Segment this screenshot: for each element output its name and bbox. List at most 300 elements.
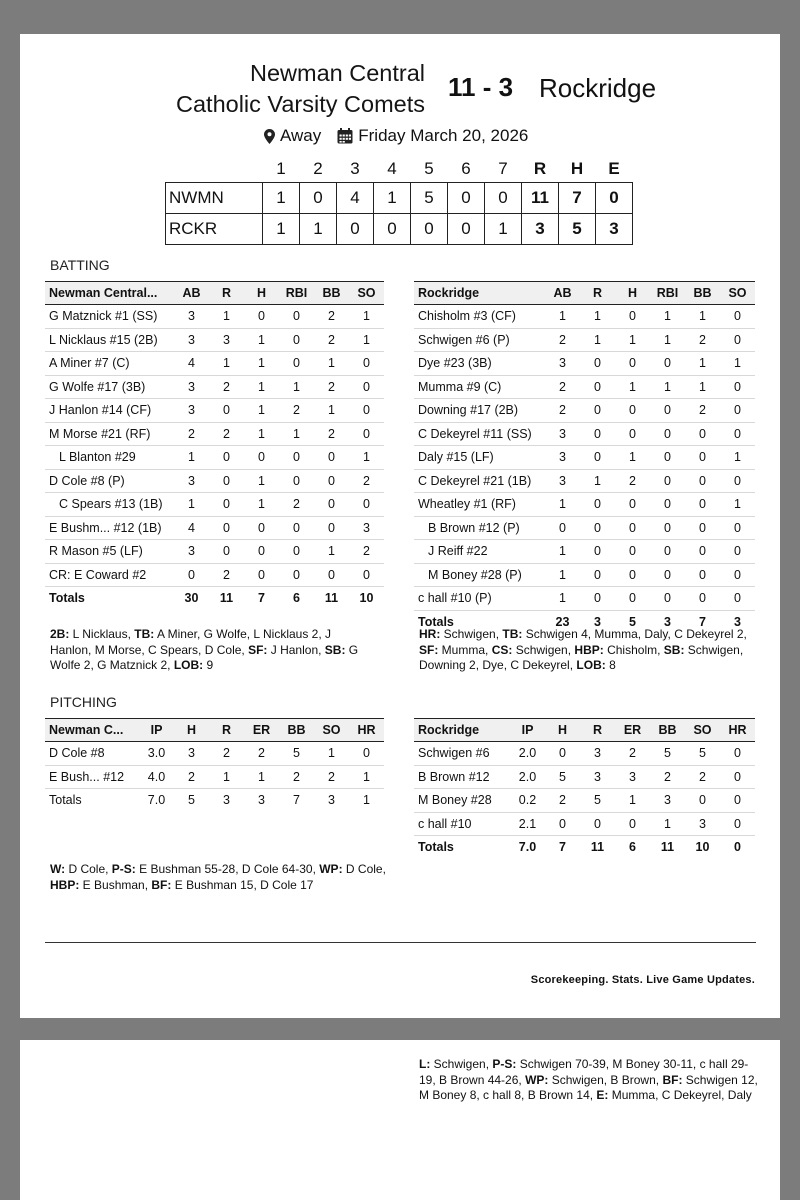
- stat-cell: 0: [349, 422, 384, 446]
- stat-cell: 0: [615, 540, 650, 564]
- player-name: G Wolfe #17 (3B): [45, 375, 174, 399]
- stat-cell: 0: [580, 375, 615, 399]
- stat-cell: 0: [685, 469, 720, 493]
- stat-cell: 0: [650, 469, 685, 493]
- batting-column-header: H: [244, 282, 279, 305]
- inning-runs: 0: [485, 183, 522, 214]
- batting-row: [414, 563, 755, 587]
- note-text: E Bushman 55-28, D Cole 64-30,: [135, 862, 320, 876]
- stat-cell: 1: [244, 493, 279, 517]
- stat-cell: 2: [244, 742, 279, 766]
- stat-cell: 3: [615, 765, 650, 789]
- note-text: Schwigen, B Brown,: [548, 1072, 663, 1087]
- batting-column-header: AB: [174, 282, 209, 305]
- stat-cell: 0: [580, 516, 615, 540]
- map-pin-icon: [264, 129, 275, 144]
- note-label: SF:: [419, 642, 439, 657]
- linescore-total: 5: [559, 214, 596, 245]
- stat-cell: 0: [209, 446, 244, 470]
- location-label: Away: [280, 126, 322, 145]
- stat-cell: 0: [650, 399, 685, 423]
- player-name: Daly #15 (LF): [414, 446, 545, 470]
- batting-row: [414, 587, 755, 611]
- stat-cell: 0: [209, 540, 244, 564]
- stat-cell: 2.0: [510, 765, 545, 789]
- stat-cell: 1: [314, 352, 349, 376]
- batting-row: [414, 516, 755, 540]
- batting-row: [414, 493, 755, 517]
- footer-divider: [45, 942, 756, 943]
- player-name: G Matznick #1 (SS): [45, 305, 174, 329]
- batting-row: [45, 493, 384, 517]
- stat-cell: 1: [244, 399, 279, 423]
- note-text: A Miner, G Wolfe, L Nicklaus 2, J Hanlon, M Morse, C Spears, D Cole,: [50, 627, 332, 657]
- home-team-name: [120, 58, 425, 120]
- stat-cell: 0: [580, 493, 615, 517]
- note-label: HBP:: [574, 642, 604, 657]
- stat-cell: 3: [209, 328, 244, 352]
- stat-cell: 0: [650, 446, 685, 470]
- stat-cell: 0: [349, 375, 384, 399]
- note-label: SB:: [663, 642, 685, 657]
- batting-column-header: AB: [545, 282, 580, 305]
- note-text: Mumma, C Dekeyrel, Daly: [608, 1088, 752, 1102]
- stat-cell: 2: [279, 399, 314, 423]
- away-batting-notes: [419, 627, 759, 674]
- batting-column-header: SO: [720, 282, 755, 305]
- stat-cell: 2: [685, 765, 720, 789]
- stat-cell: 0: [314, 469, 349, 493]
- stat-cell: 0: [580, 563, 615, 587]
- batting-column-header: R: [580, 282, 615, 305]
- stat-cell: 1: [545, 587, 580, 611]
- stat-cell: 3: [545, 469, 580, 493]
- pitching-column-header: IP: [510, 719, 545, 742]
- totals-label: Totals: [45, 587, 174, 610]
- batting-row: [414, 305, 755, 329]
- pitching-team-header: Newman C...: [45, 719, 139, 742]
- stat-cell: 2: [349, 469, 384, 493]
- total-cell: 7: [545, 836, 580, 859]
- stat-cell: 1: [650, 305, 685, 329]
- pitching-team-header: Rockridge: [414, 719, 510, 742]
- stat-cell: 1: [545, 563, 580, 587]
- player-name: Wheatley #1 (RF): [414, 493, 545, 517]
- stat-cell: 2: [209, 742, 244, 766]
- footer-tagline: Scorekeeping. Stats. Live Game Updates.: [530, 974, 755, 986]
- stat-cell: 1: [279, 422, 314, 446]
- pitching-column-header: H: [545, 719, 580, 742]
- stat-cell: 0: [685, 516, 720, 540]
- player-name: c hall #10: [414, 812, 510, 836]
- stat-cell: 0: [209, 469, 244, 493]
- stat-cell: 1: [545, 540, 580, 564]
- stat-cell: 0: [244, 446, 279, 470]
- stat-cell: 1: [209, 305, 244, 329]
- stat-cell: 3: [545, 352, 580, 376]
- total-header: H: [570, 159, 584, 178]
- total-cell: 7: [279, 789, 314, 812]
- stat-cell: 1: [279, 375, 314, 399]
- pitching-column-header: HR: [349, 719, 384, 742]
- stat-cell: 1: [615, 375, 650, 399]
- inning-runs: 1: [300, 214, 337, 245]
- linescore-corner: [166, 156, 263, 183]
- inning-header: 6: [461, 159, 471, 178]
- stat-cell: 0: [720, 328, 755, 352]
- pitching-totals-row: [414, 836, 755, 859]
- stat-cell: 0: [720, 516, 755, 540]
- stat-cell: 0: [580, 812, 615, 836]
- player-name: D Cole #8 (P): [45, 469, 174, 493]
- inning-runs: 4: [337, 183, 374, 214]
- total-cell: 5: [615, 610, 650, 633]
- totals-label: Totals: [414, 610, 545, 633]
- player-name: B Brown #12 (P): [414, 516, 545, 540]
- note-label: BF:: [662, 1072, 683, 1087]
- player-name: Downing #17 (2B): [414, 399, 545, 423]
- pitching-column-header: SO: [314, 719, 349, 742]
- stat-cell: 3: [580, 742, 615, 766]
- pitching-column-header: IP: [139, 719, 174, 742]
- batting-row: [414, 328, 755, 352]
- linescore-total: 3: [522, 214, 559, 245]
- note-text: Schwigen 70-39, M Boney 30-11, c hall 29-19, B Brown 44-26,: [419, 1057, 749, 1087]
- total-cell: 11: [650, 836, 685, 859]
- total-cell: 11: [314, 587, 349, 610]
- stat-cell: 0: [279, 328, 314, 352]
- inning-runs: 1: [374, 183, 411, 214]
- stat-cell: 2.0: [510, 742, 545, 766]
- stat-cell: 3: [174, 540, 209, 564]
- player-name: B Brown #12: [414, 765, 510, 789]
- stat-cell: 0: [314, 493, 349, 517]
- batting-column-header: R: [209, 282, 244, 305]
- player-name: Dye #23 (3B): [414, 352, 545, 376]
- stat-cell: 3: [174, 328, 209, 352]
- batting-column-header: BB: [314, 282, 349, 305]
- stat-cell: 0: [650, 563, 685, 587]
- note-text: 8: [605, 658, 616, 672]
- stat-cell: 3: [545, 446, 580, 470]
- total-cell: 10: [349, 587, 384, 610]
- inning-runs: 1: [263, 214, 300, 245]
- pitching-row: [414, 742, 755, 766]
- total-cell: 11: [580, 836, 615, 859]
- total-cell: 6: [615, 836, 650, 859]
- player-name: M Boney #28 (P): [414, 563, 545, 587]
- stat-cell: 1: [685, 352, 720, 376]
- stat-cell: 1: [349, 765, 384, 789]
- player-name: E Bush... #12: [45, 765, 139, 789]
- note-label: P-S:: [492, 1057, 517, 1071]
- stat-cell: 0: [720, 563, 755, 587]
- stat-cell: 1: [349, 328, 384, 352]
- stat-cell: 0: [720, 587, 755, 611]
- stat-cell: 2: [174, 422, 209, 446]
- total-cell: 3: [720, 610, 755, 633]
- linescore-total: 0: [596, 183, 633, 214]
- note-label: P-S:: [111, 862, 136, 876]
- stat-cell: 0: [650, 540, 685, 564]
- stat-cell: 0: [685, 563, 720, 587]
- pitching-row: [45, 765, 384, 789]
- batting-column-header: H: [615, 282, 650, 305]
- stat-cell: 0: [209, 516, 244, 540]
- stat-cell: 0: [580, 399, 615, 423]
- stat-cell: 0: [314, 563, 349, 587]
- stat-cell: 3: [685, 812, 720, 836]
- stat-cell: 1: [650, 375, 685, 399]
- total-cell: 7: [685, 610, 720, 633]
- note-text: Schwigen, Downing 2, Dye, C Dekeyrel,: [419, 642, 744, 672]
- batting-row: [414, 469, 755, 493]
- batting-row: [414, 399, 755, 423]
- inning-runs: 1: [263, 183, 300, 214]
- stat-cell: 0: [615, 493, 650, 517]
- stat-cell: 0: [279, 563, 314, 587]
- player-name: R Mason #5 (LF): [45, 540, 174, 564]
- batting-row: [414, 375, 755, 399]
- player-name: L Nicklaus #15 (2B): [45, 328, 174, 352]
- batting-team-header: Rockridge: [414, 282, 545, 305]
- stat-cell: 0: [279, 540, 314, 564]
- stat-cell: 1: [314, 742, 349, 766]
- stat-cell: 1: [720, 352, 755, 376]
- game-date: Friday March 20, 2026: [358, 126, 529, 145]
- home-team-line1: Newman Central: [249, 60, 425, 86]
- batting-row: [45, 446, 384, 470]
- linescore-total: 7: [559, 183, 596, 214]
- note-text: Schwigen,: [430, 1057, 493, 1071]
- calendar-icon: [337, 128, 353, 144]
- note-label: HBP:: [50, 877, 80, 892]
- stat-cell: 0: [685, 422, 720, 446]
- stat-cell: 1: [580, 469, 615, 493]
- stat-cell: 0: [580, 352, 615, 376]
- total-header: E: [608, 159, 620, 178]
- stat-cell: 1: [615, 789, 650, 813]
- stat-cell: 0: [244, 305, 279, 329]
- total-header: R: [533, 159, 547, 178]
- stat-cell: 1: [580, 328, 615, 352]
- stat-cell: 4: [174, 352, 209, 376]
- pitching-column-header: H: [174, 719, 209, 742]
- stat-cell: 0: [720, 765, 755, 789]
- note-label: TB:: [502, 627, 523, 641]
- total-cell: 5: [174, 789, 209, 812]
- player-name: CR: E Coward #2: [45, 563, 174, 587]
- stat-cell: 0: [720, 399, 755, 423]
- stat-cell: 0: [580, 587, 615, 611]
- stat-cell: 3: [174, 305, 209, 329]
- stat-cell: 0: [545, 812, 580, 836]
- stat-cell: 1: [349, 305, 384, 329]
- stat-cell: 0: [720, 305, 755, 329]
- stat-cell: 0: [615, 812, 650, 836]
- game-meta: [264, 126, 528, 146]
- stat-cell: 0: [720, 789, 755, 813]
- pitching-column-header: ER: [615, 719, 650, 742]
- stat-cell: 0: [720, 742, 755, 766]
- inning-runs: 0: [337, 214, 374, 245]
- stat-cell: 0: [314, 516, 349, 540]
- batting-row: [45, 328, 384, 352]
- note-label: WP:: [525, 1072, 549, 1087]
- stat-cell: 1: [174, 493, 209, 517]
- stat-cell: 4: [174, 516, 209, 540]
- batting-row: [45, 399, 384, 423]
- note-label: HR:: [419, 627, 441, 641]
- note-label: 2B:: [50, 627, 70, 641]
- stat-cell: 2: [209, 422, 244, 446]
- stat-cell: 4.0: [139, 765, 174, 789]
- stat-cell: 0: [685, 789, 720, 813]
- batting-row: [414, 422, 755, 446]
- stat-cell: 2: [685, 399, 720, 423]
- note-label: TB:: [134, 627, 155, 641]
- away-pitching-notes: [419, 1057, 759, 1104]
- stat-cell: 1: [580, 305, 615, 329]
- stat-cell: 0: [279, 446, 314, 470]
- note-text: Schwigen 4, Mumma, Daly, C Dekeyrel 2,: [522, 627, 747, 641]
- stat-cell: 1: [685, 305, 720, 329]
- stat-cell: 1: [244, 469, 279, 493]
- batting-row: [45, 375, 384, 399]
- player-name: c hall #10 (P): [414, 587, 545, 611]
- stat-cell: 0: [720, 812, 755, 836]
- stat-cell: 1: [615, 328, 650, 352]
- stat-cell: 2: [545, 399, 580, 423]
- note-text: G Wolfe 2, G Matznick 2,: [50, 642, 359, 672]
- pitching-column-header: ER: [244, 719, 279, 742]
- stat-cell: 0: [720, 422, 755, 446]
- pitching-column-header: BB: [650, 719, 685, 742]
- stat-cell: 0: [279, 352, 314, 376]
- note-text: J Hanlon,: [267, 642, 325, 657]
- note-text: E Bushman,: [79, 877, 152, 892]
- batting-row: [45, 469, 384, 493]
- total-cell: 3: [209, 789, 244, 812]
- player-name: C Dekeyrel #21 (1B): [414, 469, 545, 493]
- stat-cell: 0: [244, 540, 279, 564]
- batting-row: [45, 563, 384, 587]
- stat-cell: 1: [244, 375, 279, 399]
- inning-header: 7: [498, 159, 508, 178]
- stat-cell: 5: [545, 765, 580, 789]
- stat-cell: 0: [615, 399, 650, 423]
- linescore-total: 3: [596, 214, 633, 245]
- stat-cell: 5: [580, 789, 615, 813]
- stat-cell: 0: [685, 540, 720, 564]
- batting-row: [45, 516, 384, 540]
- stat-cell: 0: [279, 516, 314, 540]
- stat-cell: 0: [650, 352, 685, 376]
- note-text: Mumma,: [438, 642, 492, 657]
- stat-cell: 1: [720, 446, 755, 470]
- note-text: Schwigen 12, M Boney 8, c hall 8, B Brown 14,: [419, 1072, 758, 1102]
- batting-column-header: RBI: [650, 282, 685, 305]
- stat-cell: 2: [685, 328, 720, 352]
- player-name: M Boney #28: [414, 789, 510, 813]
- total-cell: 30: [174, 587, 209, 610]
- stat-cell: 1: [720, 493, 755, 517]
- batting-column-header: RBI: [279, 282, 314, 305]
- stat-cell: 1: [244, 352, 279, 376]
- stat-cell: 0: [650, 493, 685, 517]
- stat-cell: 0: [615, 422, 650, 446]
- total-cell: 10: [685, 836, 720, 859]
- inning-header: 1: [276, 159, 286, 178]
- stat-cell: 0: [349, 742, 384, 766]
- stat-cell: 2: [314, 305, 349, 329]
- total-cell: 11: [209, 587, 244, 610]
- stat-cell: 1: [244, 422, 279, 446]
- stat-cell: 0: [650, 516, 685, 540]
- stat-cell: 3: [174, 399, 209, 423]
- stat-cell: 0: [615, 587, 650, 611]
- player-name: A Miner #7 (C): [45, 352, 174, 376]
- inning-header: 2: [313, 159, 323, 178]
- stat-cell: 5: [279, 742, 314, 766]
- note-text: D Cole,: [65, 862, 112, 876]
- stat-cell: 0: [244, 563, 279, 587]
- player-name: D Cole #8: [45, 742, 139, 766]
- stat-cell: 0: [314, 446, 349, 470]
- stat-cell: 3: [174, 742, 209, 766]
- totals-label: Totals: [45, 789, 139, 812]
- total-cell: 7: [244, 587, 279, 610]
- note-label: W:: [50, 862, 66, 876]
- stat-cell: 0: [209, 399, 244, 423]
- pitching-totals-row: [45, 789, 384, 812]
- stat-cell: 1: [650, 812, 685, 836]
- stat-cell: 0: [209, 493, 244, 517]
- stat-cell: 3: [174, 375, 209, 399]
- inning-runs: 5: [411, 183, 448, 214]
- note-label: LOB:: [173, 658, 204, 672]
- stat-cell: 1: [545, 305, 580, 329]
- linescore-team: NWMN: [166, 183, 263, 214]
- player-name: Chisholm #3 (CF): [414, 305, 545, 329]
- home-pitching-table: [45, 718, 384, 812]
- note-text: E Bushman 15, D Cole 17: [171, 877, 314, 892]
- stat-cell: 0: [279, 305, 314, 329]
- stat-cell: 0: [685, 446, 720, 470]
- stat-cell: 3: [580, 765, 615, 789]
- stat-cell: 3.0: [139, 742, 174, 766]
- stat-cell: 3: [349, 516, 384, 540]
- pitching-row: [414, 765, 755, 789]
- stat-cell: 3: [650, 789, 685, 813]
- stat-cell: 2: [209, 375, 244, 399]
- stat-cell: 0.2: [510, 789, 545, 813]
- stat-cell: 1: [244, 328, 279, 352]
- inning-header: 4: [387, 159, 397, 178]
- away-team-name: Rockridge: [539, 73, 657, 103]
- pitching-column-header: HR: [720, 719, 755, 742]
- stat-cell: 0: [615, 516, 650, 540]
- stat-cell: 3: [174, 469, 209, 493]
- stat-cell: 3: [545, 422, 580, 446]
- stat-cell: 1: [314, 399, 349, 423]
- total-cell: 23: [545, 610, 580, 633]
- home-pitching-notes: [50, 862, 390, 893]
- stat-cell: 0: [349, 563, 384, 587]
- stat-cell: 2: [615, 742, 650, 766]
- batting-row: [45, 352, 384, 376]
- player-name: C Spears #13 (1B): [45, 493, 174, 517]
